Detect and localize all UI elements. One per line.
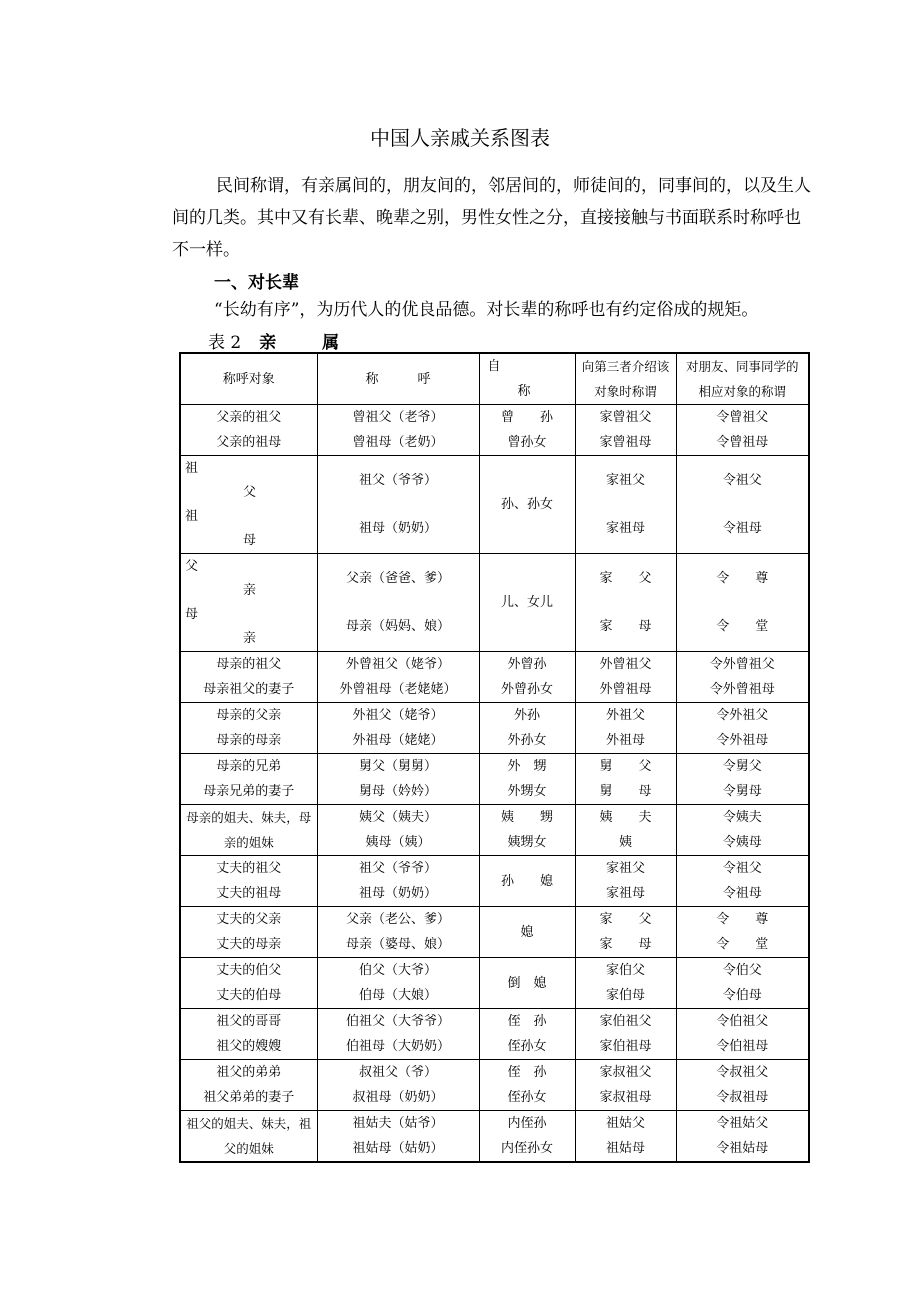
cell-line: 曾祖父（老爷） bbox=[352, 410, 444, 425]
cell-line: 叔祖父（爷） bbox=[358, 1065, 437, 1080]
relatives-table bbox=[179, 352, 810, 1163]
table-cell bbox=[676, 856, 809, 907]
table-cell bbox=[676, 1111, 809, 1163]
table-cell bbox=[317, 805, 479, 856]
table-cell bbox=[317, 405, 479, 456]
cell-line: 亲 bbox=[243, 630, 257, 646]
table-cell bbox=[676, 554, 809, 652]
cell-line: 内侄孙 bbox=[507, 1116, 547, 1131]
cell-line: 令叔祖父 bbox=[716, 1065, 769, 1080]
cell-line: 伯祖母（大奶奶） bbox=[345, 1039, 450, 1054]
cell-line: 外曾祖父（姥爷） bbox=[345, 657, 450, 672]
cell-line: 侄孙女 bbox=[507, 1039, 547, 1054]
cell-line: 侄孙女 bbox=[507, 1090, 547, 1105]
table-row bbox=[180, 1111, 809, 1163]
cell-line: 令外曾祖父 bbox=[709, 657, 775, 672]
table-cell bbox=[676, 958, 809, 1009]
table-cell bbox=[317, 652, 479, 703]
table-row bbox=[180, 405, 809, 456]
cell-line: 母亲的母亲 bbox=[216, 733, 282, 748]
table-cell bbox=[676, 405, 809, 456]
cell-line: 母 bbox=[243, 532, 257, 548]
cell-line: 令伯祖母 bbox=[716, 1039, 769, 1054]
cell-line: 家曾祖父 bbox=[599, 410, 652, 425]
cell-line: 外孙 bbox=[513, 708, 540, 723]
table-cell bbox=[479, 1111, 575, 1163]
cell-line: 祖母（奶奶） bbox=[358, 886, 437, 901]
table-cell bbox=[180, 856, 317, 907]
cell-line: 父亲（老公、爹） bbox=[345, 912, 450, 927]
cell-line: 令外祖母 bbox=[716, 733, 769, 748]
section-paragraph: “长幼有序”，为历代人的优良品德。对长辈的称呼也有约定俗成的规矩。 bbox=[214, 300, 759, 320]
table-cell bbox=[479, 754, 575, 805]
cell-line: 舅父（舅舅） bbox=[358, 759, 437, 774]
cell-line: 外曾祖父 bbox=[599, 657, 652, 672]
table-cell bbox=[317, 958, 479, 1009]
cell-line: 外曾孙 bbox=[507, 657, 547, 672]
cell-line: 父亲的祖父 bbox=[216, 410, 282, 425]
cell-line: 儿、女儿 bbox=[500, 595, 553, 610]
table-cell bbox=[317, 907, 479, 958]
table-row bbox=[180, 1009, 809, 1060]
cell-line: 令曾祖父 bbox=[716, 410, 769, 425]
cell-line: 令祖父 bbox=[722, 472, 762, 488]
cell-line: 家叔祖母 bbox=[599, 1090, 652, 1105]
cell-line: 令曾祖母 bbox=[716, 435, 769, 450]
table-cell bbox=[479, 958, 575, 1009]
cell-line: 家 母 bbox=[599, 618, 652, 634]
table-caption-title: 亲 属 bbox=[259, 333, 360, 353]
cell-line: 孙 媳 bbox=[500, 873, 553, 889]
table-caption bbox=[208, 328, 359, 353]
cell-line: 家祖父 bbox=[605, 861, 645, 876]
cell-line: 外甥女 bbox=[507, 784, 547, 799]
cell-line: 令姨夫 bbox=[722, 810, 762, 825]
table-caption-number: 表 2 bbox=[208, 333, 242, 353]
cell-line: 祖姑母 bbox=[605, 1141, 645, 1156]
cell-line: 丈夫的伯父 bbox=[216, 963, 282, 978]
table-row bbox=[180, 652, 809, 703]
cell-line: 伯母（大娘） bbox=[358, 988, 437, 1003]
cell-line: 家曾祖母 bbox=[599, 435, 652, 450]
cell-line: 姨 夫 bbox=[599, 810, 652, 825]
cell-line: 令伯祖父 bbox=[716, 1014, 769, 1029]
header-self-line1: 自 bbox=[487, 359, 501, 374]
cell-line: 祖母（奶奶） bbox=[358, 520, 437, 536]
cell-line: 家叔祖父 bbox=[599, 1065, 652, 1080]
cell-line: 父亲（爸爸、爹） bbox=[345, 570, 450, 586]
cell-line: 舅母（妗妗） bbox=[358, 784, 437, 799]
header-target: 称呼对象 bbox=[180, 353, 317, 405]
cell-line: 外曾祖母 bbox=[599, 682, 652, 697]
table-cell bbox=[180, 754, 317, 805]
table-cell bbox=[479, 1009, 575, 1060]
cell-line: 令舅母 bbox=[722, 784, 762, 799]
table-row bbox=[180, 456, 809, 554]
cell-line: 伯父（大爷） bbox=[358, 963, 437, 978]
cell-line: 家伯父 bbox=[605, 963, 645, 978]
cell-line: 姨父（姨夫） bbox=[358, 810, 437, 825]
cell-line: 叔祖母（奶奶） bbox=[352, 1090, 444, 1105]
table-cell bbox=[479, 703, 575, 754]
table-header-row bbox=[180, 353, 809, 405]
table-cell bbox=[317, 1009, 479, 1060]
table-cell bbox=[317, 754, 479, 805]
cell-line: 母 bbox=[185, 606, 199, 622]
table-cell bbox=[180, 1060, 317, 1111]
cell-line: 令舅父 bbox=[722, 759, 762, 774]
table-cell bbox=[575, 805, 676, 856]
table-cell bbox=[575, 907, 676, 958]
cell-line: 姨甥女 bbox=[507, 835, 547, 850]
cell-line: 祖父的弟弟 bbox=[216, 1065, 282, 1080]
cell-line: 父亲的祖母 bbox=[216, 435, 282, 450]
table-cell bbox=[676, 703, 809, 754]
cell-line: 家祖母 bbox=[605, 520, 645, 536]
cell-line: 父 bbox=[243, 484, 257, 500]
cell-line: 令祖母 bbox=[722, 520, 762, 536]
cell-line: 丈夫的母亲 bbox=[216, 937, 282, 952]
table-row bbox=[180, 703, 809, 754]
cell-line: 外祖母 bbox=[605, 733, 645, 748]
table-row bbox=[180, 554, 809, 652]
table-cell bbox=[575, 754, 676, 805]
cell-line: 令 尊 bbox=[716, 912, 769, 927]
cell-line: 母亲兄弟的妻子 bbox=[203, 784, 295, 799]
table-cell bbox=[676, 754, 809, 805]
table-cell bbox=[180, 958, 317, 1009]
cell-line: 祖父（爷爷） bbox=[358, 472, 437, 488]
table-cell bbox=[575, 1009, 676, 1060]
header-self bbox=[479, 353, 575, 405]
table-cell bbox=[317, 456, 479, 554]
table-cell bbox=[479, 1060, 575, 1111]
cell-line: 母亲（妈妈、娘） bbox=[345, 618, 450, 634]
cell-line: 祖姑夫（姑爷） bbox=[352, 1116, 444, 1131]
table-cell bbox=[575, 1060, 676, 1111]
cell-line: 家祖父 bbox=[605, 472, 645, 488]
cell-line: 曾祖母（老奶） bbox=[352, 435, 444, 450]
cell-line: 家伯祖母 bbox=[599, 1039, 652, 1054]
intro-paragraph: 民间称谓，有亲属间的，朋友间的，邻居间的，师徒间的，同事间的，以及生人间的几类。其中又有长辈、晚辈之别，男性女性之分，直接接触与书面联系时称呼也不一样。 bbox=[172, 176, 811, 260]
table-cell bbox=[575, 1111, 676, 1163]
cell-line: 外曾祖母（老姥姥） bbox=[339, 682, 457, 697]
table-cell bbox=[575, 456, 676, 554]
cell-line: 外祖父（姥爷） bbox=[352, 708, 444, 723]
cell-line: 祖父的哥哥 bbox=[216, 1014, 282, 1029]
table-cell bbox=[317, 1111, 479, 1163]
table-cell bbox=[575, 703, 676, 754]
cell-line: 家伯母 bbox=[605, 988, 645, 1003]
cell-line: 父 bbox=[185, 558, 199, 574]
table-cell bbox=[180, 703, 317, 754]
cell-line: 丈夫的祖父 bbox=[216, 861, 282, 876]
cell-line: 孙、孙女 bbox=[500, 497, 553, 512]
table-cell bbox=[575, 856, 676, 907]
table-cell bbox=[180, 805, 317, 856]
cell-line: 伯祖父（大爷爷） bbox=[345, 1014, 450, 1029]
table-row bbox=[180, 1060, 809, 1111]
cell-line: 令伯父 bbox=[722, 963, 762, 978]
table-cell bbox=[575, 405, 676, 456]
table-cell bbox=[180, 907, 317, 958]
cell-line: 侄 孙 bbox=[507, 1014, 547, 1029]
table-cell bbox=[180, 405, 317, 456]
table-cell bbox=[676, 1060, 809, 1111]
header-third-party: 向第三者介绍该对象时称谓 bbox=[575, 353, 676, 405]
cell-line: 丈夫的伯母 bbox=[216, 988, 282, 1003]
table-row bbox=[180, 805, 809, 856]
cell-line: 母亲的祖父 bbox=[216, 657, 282, 672]
cell-line: 祖 bbox=[185, 460, 199, 476]
cell-line: 祖父弟弟的妻子 bbox=[203, 1090, 295, 1105]
table-cell bbox=[676, 652, 809, 703]
table-row bbox=[180, 754, 809, 805]
cell-line: 令 尊 bbox=[716, 570, 769, 586]
table-cell bbox=[180, 652, 317, 703]
table-cell bbox=[479, 405, 575, 456]
header-self-line2: 称 bbox=[517, 384, 531, 399]
cell-line: 内侄孙女 bbox=[500, 1141, 553, 1156]
cell-line: 外祖父 bbox=[605, 708, 645, 723]
cell-line: 姨 甥 bbox=[500, 810, 553, 825]
cell-line: 令祖姑父 bbox=[716, 1116, 769, 1131]
cell-line: 令叔祖母 bbox=[716, 1090, 769, 1105]
cell-line: 母亲的兄弟 bbox=[216, 759, 282, 774]
cell-line: 令 堂 bbox=[716, 618, 769, 634]
cell-line: 丈夫的父亲 bbox=[216, 912, 282, 927]
table-cell bbox=[575, 652, 676, 703]
cell-line: 外祖母（姥姥） bbox=[352, 733, 444, 748]
table-cell bbox=[676, 805, 809, 856]
header-address: 称 呼 bbox=[317, 353, 479, 405]
cell-line: 舅 母 bbox=[599, 784, 652, 799]
table-cell bbox=[317, 554, 479, 652]
cell-line: 丈夫的祖母 bbox=[216, 886, 282, 901]
cell-line: 令姨母 bbox=[722, 835, 762, 850]
cell-line: 亲 bbox=[243, 582, 257, 598]
cell-line: 母亲的父亲 bbox=[216, 708, 282, 723]
table-cell bbox=[479, 456, 575, 554]
cell-line: 侄 孙 bbox=[507, 1065, 547, 1080]
cell-line: 令祖父 bbox=[722, 861, 762, 876]
cell-line: 曾孙女 bbox=[507, 435, 547, 450]
table-row bbox=[180, 856, 809, 907]
cell-line: 令祖母 bbox=[722, 886, 762, 901]
table-cell bbox=[479, 652, 575, 703]
header-friends: 对朋友、同事同学的相应对象的称谓 bbox=[676, 353, 809, 405]
cell-line: 舅 父 bbox=[599, 759, 652, 774]
cell-line: 家 母 bbox=[599, 937, 652, 952]
table-cell bbox=[479, 856, 575, 907]
cell-line: 父的姐妹 bbox=[223, 1141, 274, 1156]
cell-line: 家祖母 bbox=[605, 886, 645, 901]
section-heading: 一、对长辈 bbox=[214, 273, 299, 293]
cell-line: 祖姑母（姑奶） bbox=[352, 1141, 444, 1156]
cell-line: 祖姑父 bbox=[605, 1116, 645, 1131]
cell-line: 外 甥 bbox=[507, 759, 547, 774]
table-cell bbox=[180, 1111, 317, 1163]
cell-line: 令伯母 bbox=[722, 988, 762, 1003]
table-cell bbox=[479, 805, 575, 856]
cell-line: 母亲的姐夫、妹夫，母 bbox=[186, 810, 312, 825]
cell-line: 姨母（姨） bbox=[365, 835, 431, 850]
table-cell bbox=[676, 907, 809, 958]
table-cell bbox=[676, 1009, 809, 1060]
table-cell bbox=[317, 703, 479, 754]
cell-line: 母亲（婆母、娘） bbox=[345, 937, 450, 952]
page-title: 中国人亲戚关系图表 bbox=[370, 126, 550, 150]
table-cell bbox=[479, 907, 575, 958]
cell-line: 祖父的姐夫、妹夫，祖 bbox=[186, 1116, 312, 1131]
table-cell bbox=[180, 554, 317, 652]
cell-line: 外曾孙女 bbox=[500, 682, 553, 697]
cell-line: 曾 孙 bbox=[500, 410, 553, 425]
cell-line: 家 父 bbox=[599, 912, 652, 927]
cell-line: 令外曾祖母 bbox=[709, 682, 775, 697]
cell-line: 祖 bbox=[185, 508, 199, 524]
cell-line: 令 堂 bbox=[716, 937, 769, 952]
table-row bbox=[180, 958, 809, 1009]
cell-line: 家伯祖父 bbox=[599, 1014, 652, 1029]
table-cell bbox=[317, 856, 479, 907]
table-cell bbox=[479, 554, 575, 652]
cell-line: 家 父 bbox=[599, 570, 652, 586]
table-cell bbox=[317, 1060, 479, 1111]
cell-line: 母亲祖父的妻子 bbox=[203, 682, 295, 697]
table-cell bbox=[180, 1009, 317, 1060]
cell-line: 祖父的嫂嫂 bbox=[216, 1039, 282, 1054]
cell-line: 外孙女 bbox=[507, 733, 547, 748]
cell-line: 倒 媳 bbox=[507, 975, 547, 991]
table-cell bbox=[180, 456, 317, 554]
cell-line: 令外祖父 bbox=[716, 708, 769, 723]
table-cell bbox=[575, 958, 676, 1009]
cell-line: 令祖姑母 bbox=[716, 1141, 769, 1156]
cell-line: 媳 bbox=[520, 924, 534, 940]
table-cell bbox=[575, 554, 676, 652]
cell-line: 姨 bbox=[618, 835, 632, 850]
table-cell bbox=[676, 456, 809, 554]
cell-line: 亲的姐妹 bbox=[223, 835, 274, 850]
cell-line: 祖父（爷爷） bbox=[358, 861, 437, 876]
table-row bbox=[180, 907, 809, 958]
